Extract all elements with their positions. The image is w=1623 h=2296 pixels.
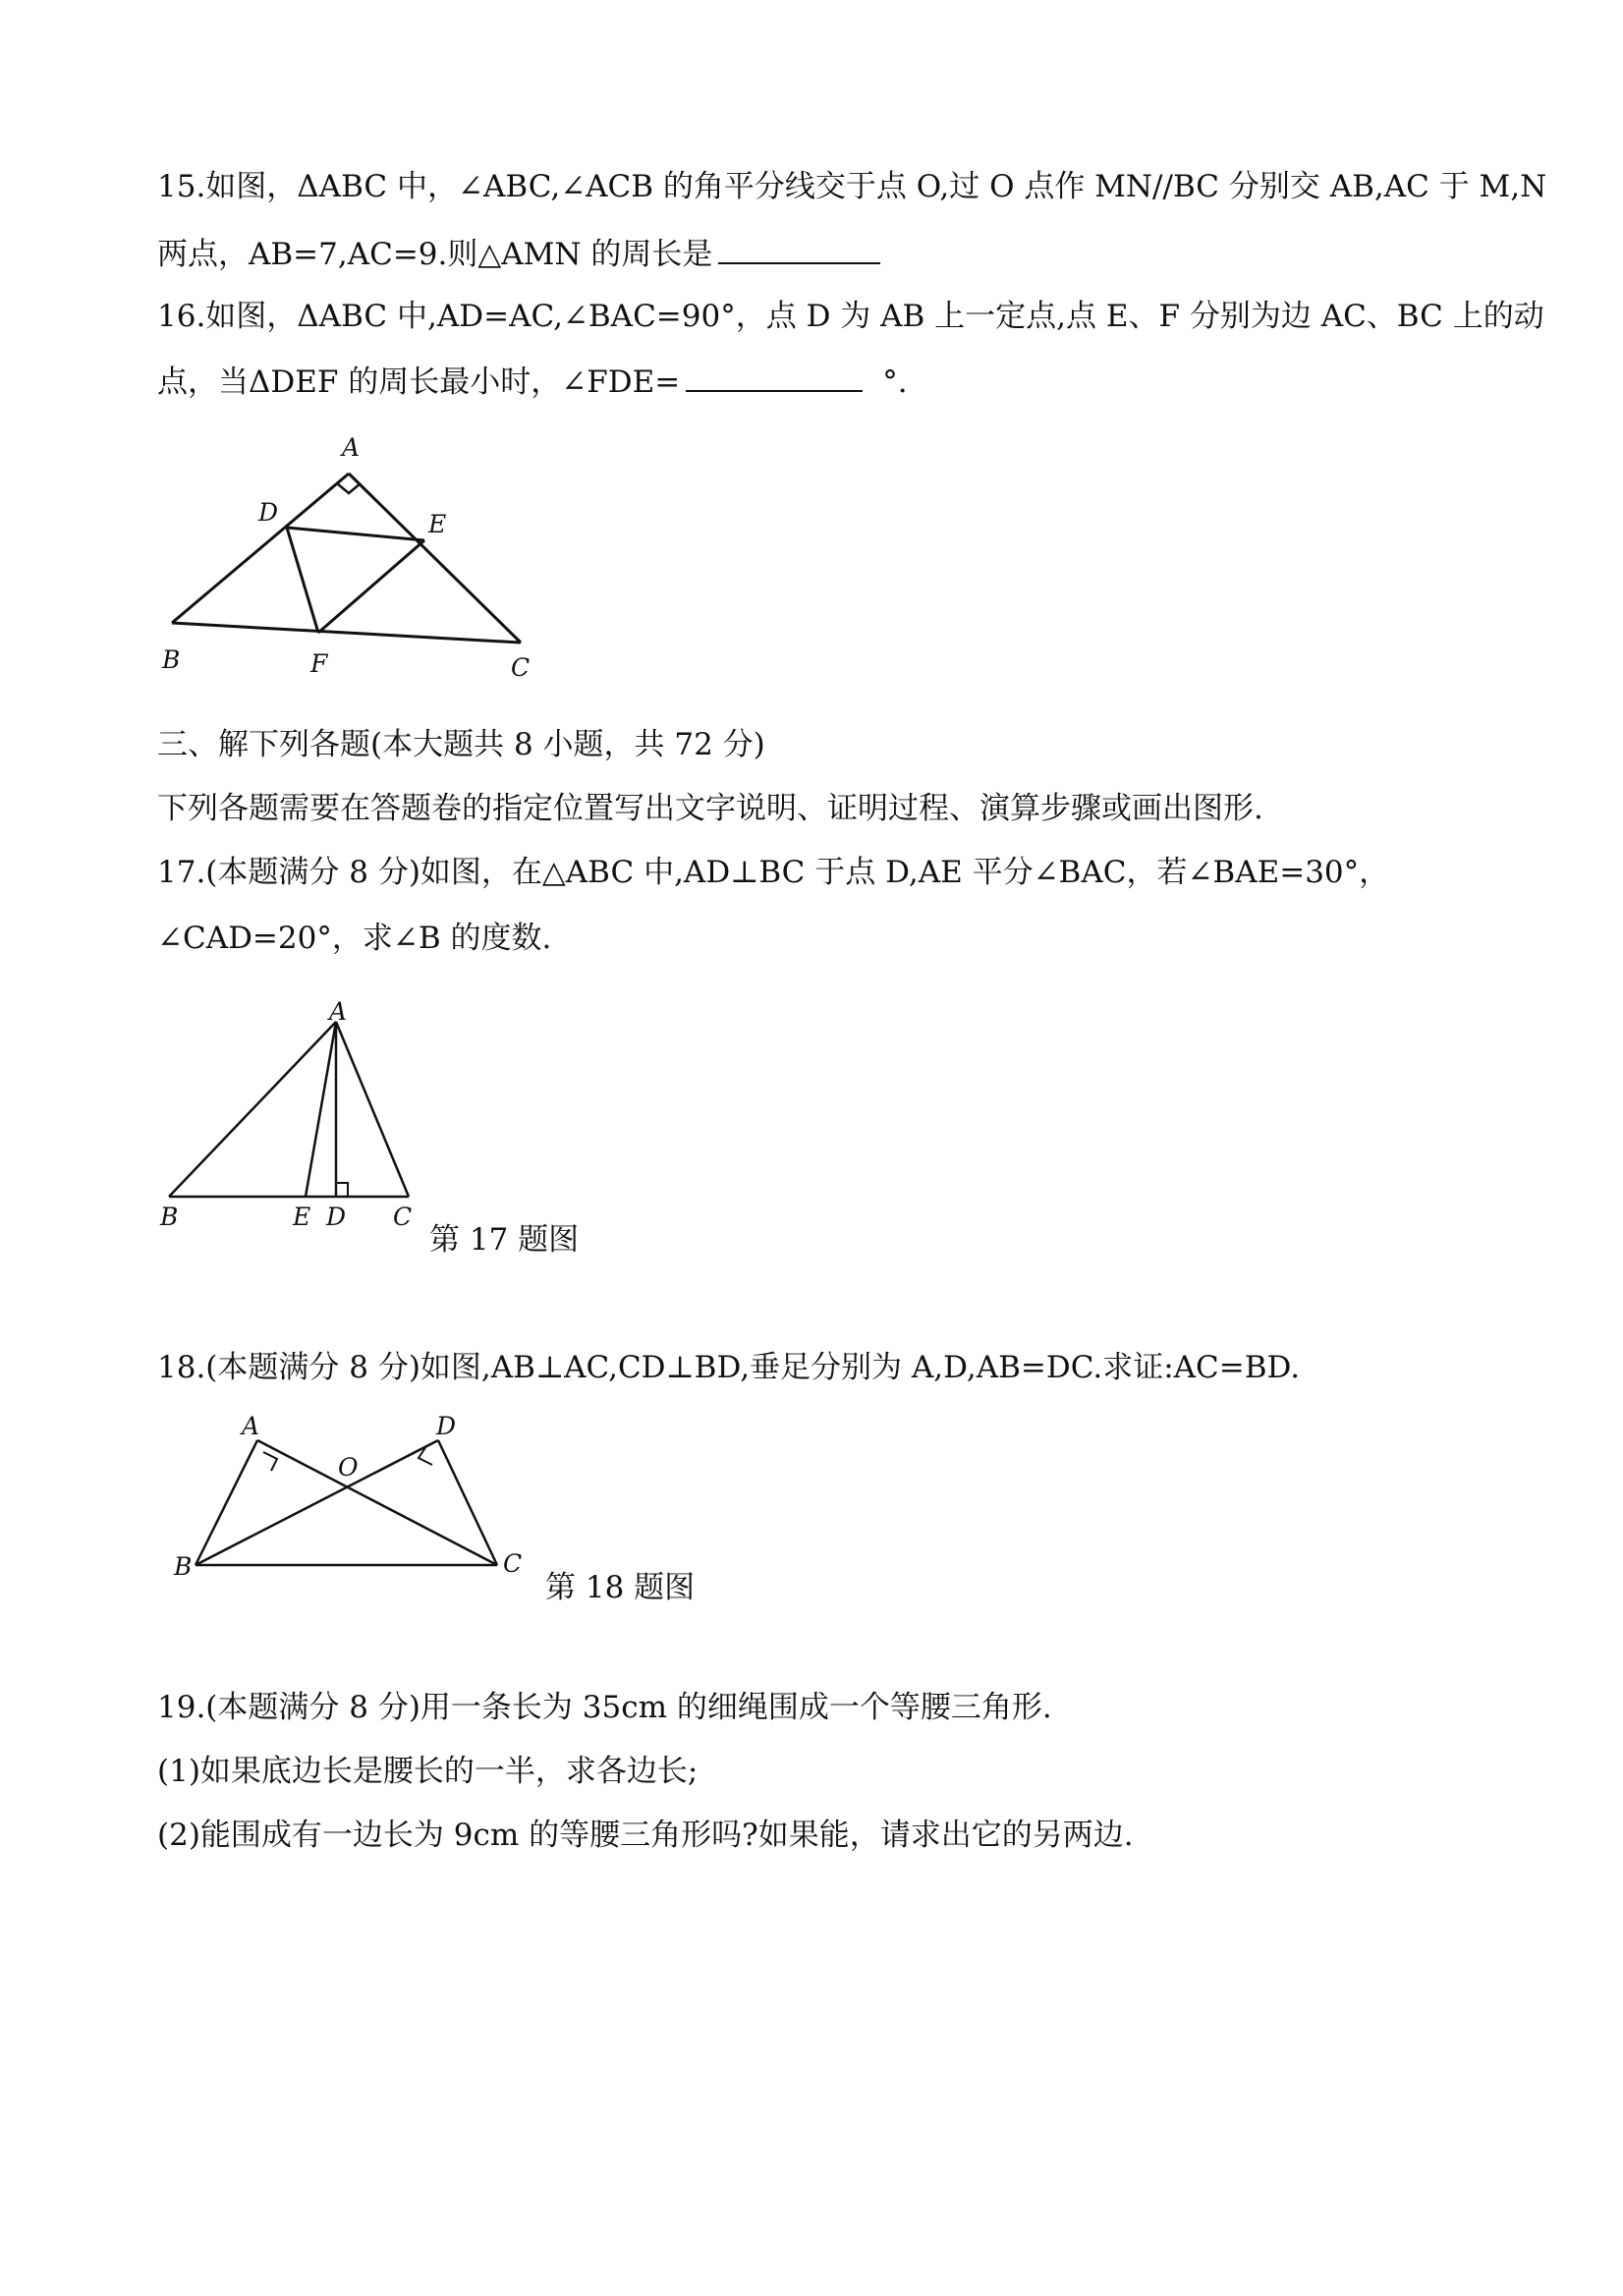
q16-label-d: D <box>258 498 279 527</box>
q18-label-a: A <box>242 1412 260 1440</box>
q19-line1: 19.(本题满分 8 分)用一条长为 35cm 的细绳围成一个等腰三角形. <box>157 1690 1052 1725</box>
q16-label-a: A <box>342 433 361 462</box>
q15-line2-text: 两点，AB=7,AC=9.则△AMN 的周长是 <box>157 237 713 272</box>
q17-label-c: C <box>393 1203 413 1231</box>
q18-caption: 第 18 题图 <box>545 1570 696 1605</box>
section3-instruction: 下列各题需要在答题卷的指定位置写出文字说明、证明过程、演算步骤或画出图形. <box>157 791 1263 826</box>
q16-triangle <box>172 474 521 643</box>
q18-figure-lines <box>196 1440 497 1565</box>
q17-line1: 17.(本题满分 8 分)如图，在△ABC 中,AD⊥BC 于点 D,AE 平分∠BAC，若∠BAE=30°， <box>157 855 1390 890</box>
q17-label-e: E <box>293 1203 311 1231</box>
q17-label-d: D <box>326 1203 347 1231</box>
q17-triangle <box>169 1022 409 1197</box>
q15-line2 <box>157 233 886 274</box>
q18-line1: 18.(本题满分 8 分)如图,AB⊥AC,CD⊥BD,垂足分别为 A,D,AB=DC.求证:AC=BD. <box>157 1350 1301 1385</box>
q19-part2: (2)能围成有一边长为 9cm 的等腰三角形吗?如果能，请求出它的另两边. <box>157 1818 1134 1853</box>
q16-label-e: E <box>428 510 447 538</box>
q16-line1: 16.如图，ΔABC 中,AD=AC,∠BAC=90°，点 D 为 AB 上一定点,点 E、F 分别为边 AC、BC 上的动 <box>157 299 1544 334</box>
q18-label-b: B <box>174 1552 193 1581</box>
q16-degree-suffix: °. <box>882 364 908 400</box>
q19-part1: (1)如果底边长是腰长的一半，求各边长; <box>157 1754 699 1789</box>
q16-line2-text: 点，当ΔDEF 的周长最小时，∠FDE= <box>157 364 681 400</box>
q16-line2 <box>157 361 908 402</box>
q16-answer-blank <box>686 361 863 392</box>
q15-line1: 15.如图，ΔABC 中，∠ABC,∠ACB 的角平分线交于点 O,过 O 点作 MN//BC 分别交 AB,AC 于 M,N <box>157 169 1547 204</box>
q16-label-b: B <box>162 645 181 674</box>
q16-label-f: F <box>310 649 328 678</box>
q18-label-o: O <box>338 1453 359 1482</box>
q17-line2: ∠CAD=20°，求∠B 的度数. <box>157 921 552 956</box>
q17-caption: 第 17 题图 <box>429 1222 580 1258</box>
q17-label-a: A <box>329 997 348 1026</box>
q15-answer-blank <box>718 233 880 264</box>
q18-label-c: C <box>503 1549 523 1578</box>
q18-label-d: D <box>436 1412 457 1440</box>
section3-heading: 三、解下列各题(本大题共 8 小题，共 72 分) <box>157 727 765 762</box>
q16-label-c: C <box>511 653 531 682</box>
q17-label-b: B <box>160 1203 179 1231</box>
